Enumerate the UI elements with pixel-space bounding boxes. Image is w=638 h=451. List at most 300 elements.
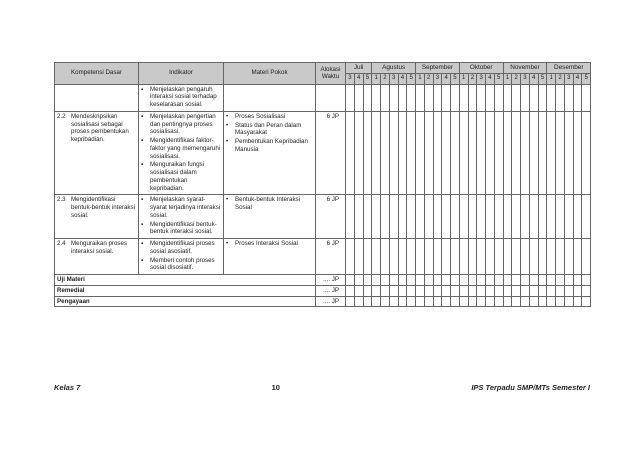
week-cell bbox=[521, 275, 530, 286]
week-cell bbox=[354, 275, 363, 286]
materi-item bbox=[226, 196, 313, 212]
week-cell bbox=[556, 195, 565, 239]
week-cell bbox=[503, 296, 512, 307]
header-week: 3 bbox=[433, 74, 442, 85]
week-cell bbox=[346, 296, 355, 307]
week-cell bbox=[486, 111, 495, 195]
week-cell bbox=[512, 285, 521, 296]
week-cell bbox=[512, 84, 521, 111]
indikator-item bbox=[141, 86, 221, 109]
table-row bbox=[55, 195, 591, 239]
week-cell bbox=[407, 111, 416, 195]
table-row bbox=[55, 111, 591, 195]
week-cell bbox=[564, 285, 573, 296]
week-cell bbox=[564, 296, 573, 307]
week-cell bbox=[424, 285, 433, 296]
week-cell bbox=[363, 285, 372, 296]
week-cell bbox=[512, 239, 521, 275]
week-cell bbox=[503, 111, 512, 195]
week-cell bbox=[424, 296, 433, 307]
header-week: 5 bbox=[494, 74, 503, 85]
week-cell bbox=[573, 275, 582, 286]
summary-row bbox=[55, 296, 591, 307]
week-cell bbox=[503, 195, 512, 239]
week-cell bbox=[451, 239, 460, 275]
week-cell bbox=[363, 275, 372, 286]
week-cell bbox=[564, 275, 573, 286]
indikator-item bbox=[141, 113, 221, 136]
week-cell bbox=[381, 275, 390, 286]
week-cell bbox=[556, 275, 565, 286]
week-cell bbox=[564, 195, 573, 239]
week-cell bbox=[494, 195, 503, 239]
week-cell bbox=[398, 195, 407, 239]
indikator-cell bbox=[139, 84, 224, 111]
week-cell bbox=[363, 111, 372, 195]
week-cell bbox=[372, 111, 381, 195]
week-cell bbox=[442, 296, 451, 307]
week-cell bbox=[416, 84, 425, 111]
bullet-icon: • bbox=[226, 138, 229, 145]
week-cell bbox=[538, 84, 547, 111]
indikator-cell bbox=[139, 111, 224, 195]
header-week: 1 bbox=[547, 74, 556, 85]
week-cell bbox=[424, 275, 433, 286]
header-week: 2 bbox=[381, 74, 390, 85]
week-cell bbox=[486, 296, 495, 307]
week-cell bbox=[354, 84, 363, 111]
page-number: 10 bbox=[271, 383, 280, 392]
header-month: Desember bbox=[547, 63, 591, 74]
week-cell bbox=[389, 285, 398, 296]
week-cell bbox=[512, 111, 521, 195]
week-cell bbox=[521, 111, 530, 195]
week-cell bbox=[521, 239, 530, 275]
header-month: September bbox=[416, 63, 460, 74]
header-week: 3 bbox=[521, 74, 530, 85]
bullet-icon: ▪ bbox=[141, 256, 144, 264]
week-cell bbox=[468, 111, 477, 195]
week-cell bbox=[346, 111, 355, 195]
week-cell bbox=[346, 195, 355, 239]
header-week: 1 bbox=[372, 74, 381, 85]
week-cell bbox=[398, 275, 407, 286]
week-cell bbox=[477, 296, 486, 307]
week-cell bbox=[477, 84, 486, 111]
kompetensi-block bbox=[57, 113, 136, 144]
week-cell bbox=[442, 84, 451, 111]
week-cell bbox=[521, 285, 530, 296]
week-cell bbox=[442, 285, 451, 296]
header-alokasi-line2: Waktu bbox=[321, 73, 340, 81]
week-cell bbox=[424, 111, 433, 195]
indikator-text: Menjelaskan pengaruh interaksi sosial terhadap keselarasan sosial. bbox=[150, 85, 217, 108]
week-cell bbox=[398, 111, 407, 195]
week-cell bbox=[521, 84, 530, 111]
week-cell bbox=[416, 296, 425, 307]
week-cell bbox=[442, 239, 451, 275]
week-cell bbox=[468, 275, 477, 286]
week-cell bbox=[424, 84, 433, 111]
week-cell bbox=[372, 275, 381, 286]
header-week: 4 bbox=[398, 74, 407, 85]
week-cell bbox=[363, 84, 372, 111]
alokasi-cell: 6 JP bbox=[316, 239, 346, 275]
week-cell bbox=[486, 195, 495, 239]
header-week: 4 bbox=[354, 74, 363, 85]
kompetensi-text: Mendeskripsikan sosialisasi sebagai proses pembentukan kepribadian. bbox=[71, 112, 129, 143]
materi-cell bbox=[224, 111, 316, 195]
kompetensi-block bbox=[57, 240, 136, 256]
week-cell bbox=[556, 84, 565, 111]
indikator-cell bbox=[139, 195, 224, 239]
week-cell bbox=[398, 84, 407, 111]
week-cell bbox=[494, 111, 503, 195]
bullet-icon: ▪ bbox=[141, 240, 144, 247]
week-cell bbox=[433, 84, 442, 111]
week-cell bbox=[346, 275, 355, 286]
materi-cell bbox=[224, 239, 316, 275]
week-cell bbox=[451, 84, 460, 111]
header-week: 5 bbox=[582, 74, 591, 85]
week-cell bbox=[354, 111, 363, 195]
week-cell bbox=[389, 296, 398, 307]
week-cell bbox=[468, 296, 477, 307]
materi-text: Bentuk-bentuk Interaksi Sosial bbox=[235, 196, 301, 211]
header-alokasi-line1: Alokasi bbox=[320, 65, 341, 73]
week-cell bbox=[503, 239, 512, 275]
indikator-item bbox=[141, 196, 221, 219]
indikator-item bbox=[141, 221, 221, 237]
week-cell bbox=[416, 239, 425, 275]
header-week: 4 bbox=[486, 74, 495, 85]
indikator-item bbox=[141, 257, 221, 273]
kompetensi-number: 2.3 bbox=[57, 196, 66, 204]
table-row bbox=[55, 239, 591, 275]
week-cell bbox=[459, 239, 468, 275]
week-cell bbox=[389, 111, 398, 195]
week-cell bbox=[582, 239, 591, 275]
week-cell bbox=[416, 195, 425, 239]
header-week: 4 bbox=[573, 74, 582, 85]
indikator-cell bbox=[139, 239, 224, 275]
indikator-item bbox=[141, 137, 221, 160]
week-cell bbox=[529, 285, 538, 296]
week-cell bbox=[433, 239, 442, 275]
week-cell bbox=[433, 275, 442, 286]
week-cell bbox=[381, 195, 390, 239]
materi-item bbox=[226, 138, 313, 154]
week-cell bbox=[372, 285, 381, 296]
week-cell bbox=[582, 275, 591, 286]
week-cell bbox=[354, 296, 363, 307]
week-cell bbox=[529, 111, 538, 195]
week-cell bbox=[503, 84, 512, 111]
week-cell bbox=[433, 195, 442, 239]
bullet-icon: • bbox=[226, 240, 229, 247]
week-cell bbox=[556, 111, 565, 195]
week-cell bbox=[459, 296, 468, 307]
week-cell bbox=[486, 285, 495, 296]
week-cell bbox=[381, 285, 390, 296]
bullet-icon: ▪ bbox=[141, 161, 144, 169]
week-cell bbox=[521, 296, 530, 307]
header-week: 1 bbox=[416, 74, 425, 85]
week-cell bbox=[407, 296, 416, 307]
header-week: 5 bbox=[363, 74, 372, 85]
kompetensi-cell bbox=[55, 84, 139, 111]
week-cell bbox=[529, 195, 538, 239]
week-cell bbox=[529, 239, 538, 275]
materi-cell bbox=[224, 84, 316, 111]
week-cell bbox=[468, 84, 477, 111]
materi-item bbox=[226, 122, 313, 138]
week-cell bbox=[346, 285, 355, 296]
week-cell bbox=[538, 275, 547, 286]
week-cell bbox=[512, 275, 521, 286]
indikator-text: Memberi contoh proses sosial disosiatif. bbox=[150, 256, 215, 272]
bullet-icon: • bbox=[226, 121, 229, 129]
week-cell bbox=[547, 296, 556, 307]
week-cell bbox=[407, 195, 416, 239]
week-cell bbox=[494, 84, 503, 111]
header-week: 2 bbox=[424, 74, 433, 85]
kompetensi-number: 2.2 bbox=[57, 112, 66, 120]
week-cell bbox=[398, 239, 407, 275]
week-cell bbox=[451, 285, 460, 296]
header-week: 5 bbox=[407, 74, 416, 85]
week-cell bbox=[468, 285, 477, 296]
week-cell bbox=[372, 84, 381, 111]
footer-subject: IPS Terpadu SMP/MTs Semester I bbox=[471, 383, 590, 392]
week-cell bbox=[556, 296, 565, 307]
week-cell bbox=[354, 285, 363, 296]
bullet-icon: • bbox=[226, 196, 229, 204]
header-week: 4 bbox=[442, 74, 451, 85]
materi-item bbox=[226, 113, 313, 121]
week-cell bbox=[547, 239, 556, 275]
week-cell bbox=[477, 111, 486, 195]
week-cell bbox=[494, 239, 503, 275]
materi-text: Proses Interaksi Sosial bbox=[235, 240, 298, 247]
header-week: 2 bbox=[468, 74, 477, 85]
week-cell bbox=[573, 285, 582, 296]
week-cell bbox=[573, 195, 582, 239]
week-cell bbox=[442, 195, 451, 239]
week-cell bbox=[529, 296, 538, 307]
week-cell bbox=[486, 84, 495, 111]
week-cell bbox=[416, 285, 425, 296]
week-cell bbox=[538, 111, 547, 195]
week-cell bbox=[564, 239, 573, 275]
week-cell bbox=[494, 296, 503, 307]
materi-text: Status dan Peran dalam Masyarakat bbox=[235, 121, 302, 137]
kompetensi-cell bbox=[55, 111, 139, 195]
materi-text: Proses Sosialisasi bbox=[235, 112, 286, 120]
header-week: 3 bbox=[477, 74, 486, 85]
header-week: 2 bbox=[556, 74, 565, 85]
week-cell bbox=[547, 111, 556, 195]
page-footer bbox=[54, 383, 590, 392]
summary-label: Remedial bbox=[55, 285, 316, 296]
kompetensi-text: Menguraikan proses interaksi sosial. bbox=[71, 240, 128, 255]
header-week: 5 bbox=[451, 74, 460, 85]
week-cell bbox=[389, 239, 398, 275]
header-month: November bbox=[503, 63, 547, 74]
week-cell bbox=[433, 285, 442, 296]
week-cell bbox=[459, 84, 468, 111]
week-cell bbox=[503, 275, 512, 286]
week-cell bbox=[372, 239, 381, 275]
week-cell bbox=[547, 285, 556, 296]
bullet-icon: ▪ bbox=[141, 137, 144, 144]
kompetensi-number: 2.4 bbox=[57, 240, 66, 247]
header-week: 3 bbox=[564, 74, 573, 85]
bullet-icon: ▪ bbox=[141, 220, 144, 228]
week-cell bbox=[354, 239, 363, 275]
week-cell bbox=[547, 275, 556, 286]
alokasi-cell bbox=[316, 84, 346, 111]
header-month: Agustus bbox=[372, 63, 416, 74]
week-cell bbox=[459, 275, 468, 286]
summary-alokasi: .... JP bbox=[316, 296, 346, 307]
week-cell bbox=[363, 296, 372, 307]
week-cell bbox=[582, 285, 591, 296]
indikator-text: Menguraikan fungsi sosialisasi dalam pembentukan kepribadian. bbox=[150, 161, 205, 192]
header-week: 1 bbox=[503, 74, 512, 85]
week-cell bbox=[407, 275, 416, 286]
week-cell bbox=[503, 285, 512, 296]
week-cell bbox=[556, 239, 565, 275]
indikator-item bbox=[141, 240, 221, 256]
alokasi-cell: 6 JP bbox=[316, 111, 346, 195]
week-cell bbox=[389, 84, 398, 111]
footer-class: Kelas 7 bbox=[54, 383, 81, 392]
week-cell bbox=[529, 275, 538, 286]
indikator-text: Mengidentifikasi proses sosial asosiatif. bbox=[150, 240, 215, 255]
header-month: Oktober bbox=[459, 63, 503, 74]
week-cell bbox=[407, 285, 416, 296]
materi-cell bbox=[224, 195, 316, 239]
summary-row bbox=[55, 275, 591, 286]
week-cell bbox=[468, 239, 477, 275]
week-cell bbox=[521, 195, 530, 239]
indikator-text: Menjelaskan pengertian dan pentingnya proses sosialisasi. bbox=[150, 112, 216, 136]
summary-alokasi: .... JP bbox=[316, 285, 346, 296]
week-cell bbox=[442, 111, 451, 195]
week-cell bbox=[451, 195, 460, 239]
week-cell bbox=[363, 195, 372, 239]
bullet-icon: ▪ bbox=[141, 112, 144, 120]
week-cell bbox=[416, 111, 425, 195]
summary-row bbox=[55, 285, 591, 296]
week-cell bbox=[381, 84, 390, 111]
materi-item bbox=[226, 240, 313, 248]
week-cell bbox=[512, 296, 521, 307]
week-cell bbox=[407, 239, 416, 275]
kompetensi-cell bbox=[55, 239, 139, 275]
week-cell bbox=[538, 296, 547, 307]
week-cell bbox=[582, 296, 591, 307]
week-cell bbox=[459, 195, 468, 239]
indikator-text: Mengidentifikasi faktor-faktor yang memengaruhi sosialisasi. bbox=[150, 137, 221, 160]
week-cell bbox=[398, 296, 407, 307]
summary-label: Uji Materi bbox=[55, 275, 316, 286]
week-cell bbox=[372, 296, 381, 307]
week-cell bbox=[389, 195, 398, 239]
summary-label: Pengayaan bbox=[55, 296, 316, 307]
week-cell bbox=[573, 111, 582, 195]
week-cell bbox=[573, 239, 582, 275]
materi-text: Pembentukan Kepribadian Manusia bbox=[235, 138, 308, 153]
week-cell bbox=[398, 285, 407, 296]
week-cell bbox=[538, 195, 547, 239]
week-cell bbox=[451, 111, 460, 195]
week-cell bbox=[477, 275, 486, 286]
week-cell bbox=[582, 195, 591, 239]
header-week: 3 bbox=[346, 74, 355, 85]
kompetensi-text: Mengidentifikasi bentuk-bentuk interaksi sosial. bbox=[71, 196, 135, 219]
week-cell bbox=[459, 111, 468, 195]
week-cell bbox=[477, 285, 486, 296]
week-cell bbox=[582, 84, 591, 111]
week-cell bbox=[582, 111, 591, 195]
header-week: 2 bbox=[512, 74, 521, 85]
header-month: Juli bbox=[346, 63, 372, 74]
week-cell bbox=[407, 84, 416, 111]
week-cell bbox=[416, 275, 425, 286]
week-cell bbox=[451, 296, 460, 307]
week-cell bbox=[547, 84, 556, 111]
alokasi-cell: 6 JP bbox=[316, 195, 346, 239]
week-cell bbox=[564, 84, 573, 111]
header-alokasi bbox=[316, 63, 346, 85]
syllabus-table bbox=[54, 62, 591, 307]
week-cell bbox=[363, 239, 372, 275]
indikator-item bbox=[141, 161, 221, 192]
header-week: 1 bbox=[459, 74, 468, 85]
week-cell bbox=[573, 296, 582, 307]
week-cell bbox=[538, 239, 547, 275]
week-cell bbox=[468, 195, 477, 239]
header-kompetensi: Kompetensi Dasar bbox=[55, 63, 139, 85]
header-indikator: Indikator bbox=[139, 63, 224, 85]
week-cell bbox=[486, 275, 495, 286]
bullet-icon: • bbox=[226, 112, 229, 120]
week-cell bbox=[512, 195, 521, 239]
week-cell bbox=[538, 285, 547, 296]
indikator-text: Menjelaskan syarat-syarat terjadinya interaksi sosial. bbox=[150, 196, 221, 219]
summary-alokasi: .... JP bbox=[316, 275, 346, 286]
week-cell bbox=[346, 84, 355, 111]
week-cell bbox=[381, 111, 390, 195]
week-cell bbox=[477, 195, 486, 239]
week-cell bbox=[494, 285, 503, 296]
week-cell bbox=[424, 239, 433, 275]
header-materi: Materi Pokok bbox=[224, 63, 316, 85]
indikator-text: Mengidentifikasi bentuk-bentuk interaksi sosial. bbox=[150, 220, 217, 236]
kompetensi-cell bbox=[55, 195, 139, 239]
week-cell bbox=[389, 275, 398, 286]
week-cell bbox=[372, 195, 381, 239]
week-cell bbox=[547, 195, 556, 239]
week-cell bbox=[381, 239, 390, 275]
week-cell bbox=[433, 111, 442, 195]
kompetensi-block bbox=[57, 196, 136, 219]
bullet-icon: ▪ bbox=[141, 196, 144, 204]
week-cell bbox=[381, 296, 390, 307]
week-cell bbox=[529, 84, 538, 111]
